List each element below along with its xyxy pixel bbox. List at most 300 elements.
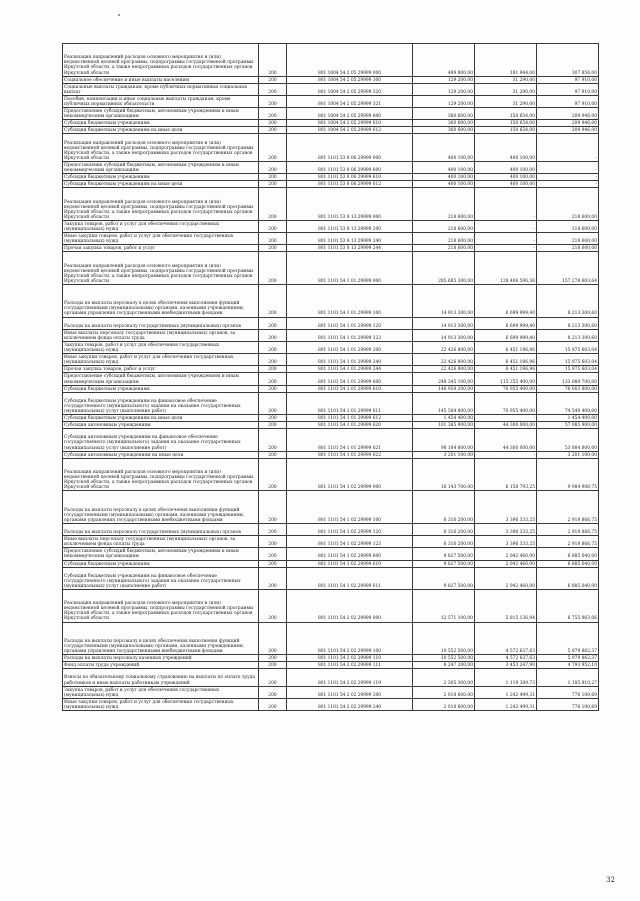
row-name: Субсидии бюджетным учреждениям на иные цели	[63, 127, 259, 134]
row-kbk: 801 1101 53 8 06 29999 610	[287, 174, 413, 181]
row-name: Прочая закупка товаров, работ и услуг	[63, 366, 259, 373]
table-row	[63, 366, 599, 373]
table-row	[63, 161, 599, 173]
table-row	[63, 341, 599, 353]
row-unexecuted: 57 085 900,00	[537, 422, 599, 429]
scan-speck	[118, 14, 120, 16]
row-approved: 248 345 100,00	[413, 373, 475, 385]
row-approved: 218 600,00	[413, 233, 475, 245]
row-name: Пособия, компенсации и иные социальные выплаты гражданам, кроме публичных нормативных обязательств	[63, 95, 259, 107]
row-kbk: 801 1101 53 8 13 29999 200	[287, 220, 413, 232]
row-code: 200	[259, 373, 287, 385]
row-unexecuted: 307 856,00	[537, 44, 599, 77]
table-row	[63, 622, 599, 655]
row-approved: 8 247 200,00	[413, 662, 475, 669]
row-kbk: 801 1101 54 1 01 29999 120	[287, 317, 413, 329]
table-row	[63, 233, 599, 245]
row-approved: 14 913 300,00	[413, 329, 475, 341]
row-approved: 400 100,00	[413, 161, 475, 173]
row-name: Субсидии бюджетным учреждениям	[63, 385, 259, 392]
row-code: 200	[259, 76, 287, 83]
row-code: 200	[259, 108, 287, 120]
row-unexecuted: 157 278 603,64	[537, 252, 599, 285]
table-row	[63, 354, 599, 366]
row-code: 200	[259, 567, 287, 589]
row-name: Реализация направлений расходов основного мероприятия и (или) ведомственной целевой программы, подпрограммы государственной программы Иркутской области, а также непрограммных расходов государственных органов Иркутской области	[63, 44, 259, 77]
row-kbk: 801 1101 54 2 02 29999 240	[287, 698, 413, 710]
row-approved: 16 143 700,00	[413, 458, 475, 491]
row-name: Субсидии автономным учреждениям на иные цели	[63, 451, 259, 458]
table-row	[63, 422, 599, 429]
row-executed: 400 100,00	[475, 161, 537, 173]
row-kbk: 801 1101 54 1 01 29999 600	[287, 373, 413, 385]
row-approved: 22 426 800,00	[413, 341, 475, 353]
row-kbk: 801 1004 54 2 05 29999 000	[287, 44, 413, 77]
row-code: 200	[259, 686, 287, 698]
row-approved: 129 200,00	[413, 95, 475, 107]
table-row	[63, 548, 599, 560]
row-approved: 22 426 800,00	[413, 366, 475, 373]
row-code: 200	[259, 385, 287, 392]
row-kbk: 801 1101 54 1 01 29999 621	[287, 429, 413, 451]
row-name: Фонд оплаты труда учреждений	[63, 662, 259, 669]
row-name: Расходы на выплаты персоналу в целях обеспечения выполнения функций государственными (муниципальными) органами, казенными учреждениями, органами управления государственными внебюджетными фондами	[63, 284, 259, 317]
row-kbk: 801 1004 54 2 05 29999 300	[287, 76, 413, 83]
row-approved: 489 800,00	[413, 44, 475, 77]
row-unexecuted: -	[537, 174, 599, 181]
table-row	[63, 536, 599, 548]
row-executed: 31 290,00	[475, 83, 537, 95]
row-kbk: 801 1101 54 1 02 29999 120	[287, 523, 413, 535]
row-executed: -	[475, 245, 537, 252]
row-name: Реализация направлений расходов основного мероприятия и (или) ведомственной целевой программы, подпрограммы государственной программы Иркутской области, а также непрограммных расходов государственных органов Иркутской области	[63, 134, 259, 162]
row-kbk: 801 1101 53 8 13 29999 240	[287, 233, 413, 245]
row-unexecuted: 209 946,00	[537, 120, 599, 127]
row-approved: 129 200,00	[413, 76, 475, 83]
table-row	[63, 560, 599, 567]
table-row	[63, 174, 599, 181]
row-name: Субсидии бюджетным учреждениям на иные цели	[63, 415, 259, 422]
row-approved: 9 827 500,00	[413, 560, 475, 567]
row-kbk: 801 1101 54 1 02 29999 000	[287, 458, 413, 491]
row-executed: 150 654,00	[475, 108, 537, 120]
row-executed: 3 396 333,25	[475, 523, 537, 535]
row-executed: 6 699 999,40	[475, 317, 537, 329]
row-code: 200	[259, 161, 287, 173]
row-unexecuted: 6 755 963,06	[537, 589, 599, 622]
row-unexecuted: 776 100,69	[537, 698, 599, 710]
row-name: Социальные выплаты гражданам, кроме публичных нормативных социальных выплат	[63, 83, 259, 95]
row-kbk: 801 1101 54 1 01 29999 100	[287, 284, 413, 317]
row-kbk: 801 1101 54 1 01 29999 000	[287, 252, 413, 285]
table-row	[63, 245, 599, 252]
row-unexecuted: -	[537, 181, 599, 188]
row-executed: 70 955 400,00	[475, 392, 537, 414]
row-code: 200	[259, 589, 287, 622]
row-approved: 14 913 300,00	[413, 284, 475, 317]
row-name: Реализация направлений расходов основного мероприятия и (или) ведомственной целевой программы, подпрограммы государственной программы Иркутской области, а также непрограммных расходов государственных органов Иркутской области	[63, 458, 259, 491]
row-unexecuted: 2 919 866,75	[537, 536, 599, 548]
table-row	[63, 458, 599, 491]
row-executed: 4 572 637,63	[475, 622, 537, 655]
row-code: 200	[259, 429, 287, 451]
row-kbk: 801 1101 54 1 01 29999 123	[287, 329, 413, 341]
row-unexecuted: 74 549 400,00	[537, 392, 599, 414]
row-kbk: 801 1101 54 2 02 29999 119	[287, 669, 413, 686]
row-executed: 31 290,00	[475, 76, 537, 83]
row-kbk: 801 1101 54 2 02 29999 111	[287, 662, 413, 669]
row-unexecuted: 2 919 866,75	[537, 491, 599, 524]
row-name: Иные выплаты персоналу государственных (муниципальных) органов, за исключением фонда оплаты труда	[63, 329, 259, 341]
row-code: 200	[259, 120, 287, 127]
row-unexecuted: 209 946,00	[537, 127, 599, 134]
row-unexecuted: 9 984 906,75	[537, 458, 599, 491]
row-unexecuted: 5 979 862,37	[537, 622, 599, 655]
row-code: 200	[259, 536, 287, 548]
row-kbk: 801 1101 54 1 01 29999 622	[287, 451, 413, 458]
row-kbk: 801 1101 53 8 06 29999 612	[287, 181, 413, 188]
row-kbk: 801 1101 54 1 01 29999 620	[287, 422, 413, 429]
row-approved: 2 018 600,00	[413, 698, 475, 710]
row-unexecuted: 15 975 603,04	[537, 354, 599, 366]
row-executed: -	[475, 233, 537, 245]
table-row	[63, 567, 599, 589]
row-unexecuted: 2 919 866,75	[537, 523, 599, 535]
row-name: Предоставление субсидий бюджетным, автономным учреждениям и иным некоммерческим организациям	[63, 108, 259, 120]
row-name: Субсидии бюджетным учреждениям	[63, 560, 259, 567]
row-kbk: 801 1101 54 1 02 29999 600	[287, 548, 413, 560]
row-code: 200	[259, 284, 287, 317]
table-row	[63, 220, 599, 232]
row-approved: 400 100,00	[413, 134, 475, 162]
row-kbk: 801 1101 54 2 02 29999 110	[287, 655, 413, 662]
table-row	[63, 284, 599, 317]
table-row	[63, 669, 599, 686]
table-body	[63, 44, 599, 711]
row-executed: 4 572 637,63	[475, 655, 537, 662]
row-name: Закупка товаров, работ и услуг для обеспечения государственных (муниципальных) нужд	[63, 341, 259, 353]
row-executed: 1 242 499,31	[475, 698, 537, 710]
row-kbk: 801 1101 53 8 06 29999 000	[287, 134, 413, 162]
row-name: Иные закупки товаров, работ и услуг для обеспечения государственных (муниципальных) нужд	[63, 698, 259, 710]
row-code: 200	[259, 83, 287, 95]
row-unexecuted: 1 454 400,00	[537, 415, 599, 422]
row-unexecuted: -	[537, 134, 599, 162]
row-name: Закупка товаров, работ и услуг для обеспечения государственных (муниципальных) нужд	[63, 220, 259, 232]
row-executed: 70 955 400,00	[475, 385, 537, 392]
table-row	[63, 317, 599, 329]
row-kbk: 801 1101 54 1 01 29999 612	[287, 415, 413, 422]
row-unexecuted: 15 975 603,04	[537, 341, 599, 353]
row-approved: 2 305 300,00	[413, 669, 475, 686]
row-unexecuted: 209 946,00	[537, 108, 599, 120]
row-name: Расходы на выплаты персоналу государственных (муниципальных) органов	[63, 317, 259, 329]
row-code: 200	[259, 366, 287, 373]
table-row	[63, 83, 599, 95]
row-name: Иные закупки товаров, работ и услуг для обеспечения государственных (муниципальных) нужд	[63, 233, 259, 245]
row-name: Предоставление субсидий бюджетным, автономным учреждениям и иным некоммерческим организациям	[63, 548, 259, 560]
row-code: 200	[259, 458, 287, 491]
budget-execution-table	[62, 43, 599, 711]
row-unexecuted: 776 100,69	[537, 686, 599, 698]
row-approved: 400 100,00	[413, 174, 475, 181]
row-unexecuted: 53 884 800,00	[537, 429, 599, 451]
row-code: 200	[259, 341, 287, 353]
row-unexecuted: 4 793 952,10	[537, 662, 599, 669]
table-row	[63, 415, 599, 422]
row-unexecuted: 97 910,00	[537, 95, 599, 107]
row-name: Предоставление субсидий бюджетным, автономным учреждениям и иным некоммерческим организациям	[63, 373, 259, 385]
row-name: Социальное обеспечение и иные выплаты населению	[63, 76, 259, 83]
row-executed: -	[475, 220, 537, 232]
table-row	[63, 181, 599, 188]
row-kbk: 801 1004 54 2 05 29999 320	[287, 83, 413, 95]
row-code: 200	[259, 354, 287, 366]
row-unexecuted: 218 600,00	[537, 245, 599, 252]
row-executed: -	[475, 451, 537, 458]
row-code: 200	[259, 560, 287, 567]
row-executed: 5 815 136,94	[475, 589, 537, 622]
row-kbk: 801 1004 54 2 05 29999 610	[287, 120, 413, 127]
row-name: Расходы на выплаты персоналу казенных учреждений	[63, 655, 259, 662]
row-approved: 1 454 400,00	[413, 415, 475, 422]
row-kbk: 801 1101 54 1 01 29999 610	[287, 385, 413, 392]
row-name: Иные закупки товаров, работ и услуг для обеспечения государственных (муниципальных) нужд	[63, 354, 259, 366]
row-kbk: 801 1101 54 1 02 29999 610	[287, 560, 413, 567]
table-row	[63, 686, 599, 698]
row-code: 200	[259, 622, 287, 655]
table-row	[63, 662, 599, 669]
row-executed: 6 699 999,40	[475, 284, 537, 317]
row-executed: 150 654,00	[475, 120, 537, 127]
row-approved: 360 600,00	[413, 127, 475, 134]
row-executed: 6 451 196,96	[475, 366, 537, 373]
row-name: Субсидии бюджетным учреждениям на иные цели	[63, 181, 259, 188]
row-approved: 9 827 500,00	[413, 548, 475, 560]
row-executed: 6 451 196,96	[475, 354, 537, 366]
row-executed: 2 942 460,00	[475, 548, 537, 560]
row-kbk: 801 1101 54 1 01 29999 244	[287, 366, 413, 373]
row-code: 200	[259, 127, 287, 134]
table-row	[63, 451, 599, 458]
row-kbk: 801 1101 54 1 01 29999 611	[287, 392, 413, 414]
row-approved: 3 201 100,00	[413, 451, 475, 458]
row-unexecuted: 8 213 300,60	[537, 329, 599, 341]
row-approved: 10 552 500,00	[413, 622, 475, 655]
row-unexecuted: 6 885 040,00	[537, 560, 599, 567]
row-kbk: 801 1101 54 1 02 29999 100	[287, 491, 413, 524]
row-name: Закупка товаров, работ и услуг для обеспечения государственных (муниципальных) нужд	[63, 686, 259, 698]
row-unexecuted: 97 910,00	[537, 83, 599, 95]
row-executed: 181 944,00	[475, 44, 537, 77]
row-code: 200	[259, 491, 287, 524]
row-kbk: 801 1101 54 1 02 29999 123	[287, 536, 413, 548]
row-code: 200	[259, 317, 287, 329]
table-row	[63, 698, 599, 710]
row-executed: 44 300 000,00	[475, 429, 537, 451]
table-row	[63, 76, 599, 83]
row-kbk: 801 1004 54 2 05 29999 600	[287, 108, 413, 120]
row-kbk: 801 1101 53 8 06 29999 600	[287, 161, 413, 173]
table-row	[63, 120, 599, 127]
row-name: Расходы на выплаты персоналу государственных (муниципальных) органов	[63, 523, 259, 535]
row-kbk: 801 1101 53 8 13 29999 000	[287, 188, 413, 221]
row-name: Прочая закупка товаров, работ и услуг	[63, 245, 259, 252]
table-row	[63, 95, 599, 107]
row-name: Субсидии автономным учреждениям на финансовое обеспечение государственного (муниципального) задания на оказание государственных (муниципальных) услуг (выполнение работ)	[63, 429, 259, 451]
row-executed: 1 119 389,73	[475, 669, 537, 686]
row-approved: 6 316 200,00	[413, 523, 475, 535]
row-unexecuted: 8 213 300,60	[537, 284, 599, 317]
row-executed: 3 453 247,90	[475, 662, 537, 669]
row-approved: 12 571 100,00	[413, 589, 475, 622]
table-row	[63, 127, 599, 134]
row-unexecuted: 97 910,00	[537, 76, 599, 83]
row-executed: 1 242 499,31	[475, 686, 537, 698]
table-row	[63, 373, 599, 385]
row-unexecuted: 6 885 040,00	[537, 567, 599, 589]
row-code: 200	[259, 655, 287, 662]
table-row	[63, 491, 599, 524]
row-unexecuted: -	[537, 161, 599, 173]
row-name: Субсидии бюджетным учреждениям на финансовое обеспечение государственного (муниципального) задания на оказание государственных (муниципальных) услуг (выполнение работ)	[63, 392, 259, 414]
row-code: 200	[259, 422, 287, 429]
row-approved: 129 200,00	[413, 83, 475, 95]
row-kbk: 801 1101 54 1 01 29999 200	[287, 341, 413, 353]
row-kbk: 801 1101 54 1 01 29999 240	[287, 354, 413, 366]
row-name: Реализация направлений расходов основного мероприятия и (или) ведомственной целевой программы, подпрограммы государственной программы Иркутской области, а также непрограммных расходов государственных органов Иркутской области	[63, 252, 259, 285]
row-approved: 218 600,00	[413, 245, 475, 252]
row-approved: 285 685 300,00	[413, 252, 475, 285]
row-executed: 6 451 196,96	[475, 341, 537, 353]
row-kbk: 801 1101 54 2 02 29999 200	[287, 686, 413, 698]
row-approved: 6 316 200,00	[413, 491, 475, 524]
table-row	[63, 329, 599, 341]
row-name: Взносы по обязательному социальному страхованию на выплаты по оплате труда работников и иные выплаты работникам учреждений	[63, 669, 259, 686]
row-unexecuted: 133 089 700,00	[537, 373, 599, 385]
row-executed: 150 654,00	[475, 127, 537, 134]
row-code: 200	[259, 698, 287, 710]
row-code: 200	[259, 188, 287, 221]
row-approved: 6 316 200,00	[413, 536, 475, 548]
row-approved: 145 504 800,00	[413, 392, 475, 414]
row-code: 200	[259, 662, 287, 669]
row-unexecuted: 76 003 800,00	[537, 385, 599, 392]
row-approved: 9 827 500,00	[413, 567, 475, 589]
table-row	[63, 523, 599, 535]
row-executed: -	[475, 188, 537, 221]
row-approved: 14 913 300,00	[413, 317, 475, 329]
row-approved: 218 600,00	[413, 188, 475, 221]
table-row	[63, 655, 599, 662]
table-row	[63, 429, 599, 451]
page-number: 32	[606, 876, 615, 884]
table-row	[63, 385, 599, 392]
row-name: Субсидии бюджетным учреждениям на финансовое обеспечение государственного (муниципального) задания на оказание государственных (муниципальных) услуг (выполнение работ)	[63, 567, 259, 589]
row-name: Предоставление субсидий бюджетным, автономным учреждениям и иным некоммерческим организациям	[63, 161, 259, 173]
row-executed: 400 100,00	[475, 174, 537, 181]
row-unexecuted: 15 975 603,04	[537, 366, 599, 373]
row-executed: 2 942 460,00	[475, 567, 537, 589]
row-unexecuted: 5 979 862,37	[537, 655, 599, 662]
row-code: 200	[259, 95, 287, 107]
row-kbk: 801 1101 53 8 13 29999 244	[287, 245, 413, 252]
row-approved: 360 600,00	[413, 120, 475, 127]
table-row	[63, 392, 599, 414]
row-unexecuted: 3 201 100,00	[537, 451, 599, 458]
row-code: 200	[259, 415, 287, 422]
row-code: 200	[259, 329, 287, 341]
table-row	[63, 44, 599, 77]
row-executed: 115 255 400,00	[475, 373, 537, 385]
row-approved: 146 959 200,00	[413, 385, 475, 392]
row-kbk: 801 1101 54 2 02 29999 000	[287, 589, 413, 622]
row-name: Расходы на выплаты персоналу в целях обеспечения выполнения функций государственными (муниципальными) органами, казенными учреждениями, органами управления государственными внебюджетными фондами	[63, 622, 259, 655]
row-name: Расходы на выплаты персоналу в целях обеспечения выполнения функций государственными (муниципальными) органами, казенными учреждениями, органами управления государственными внебюджетными фондами	[63, 491, 259, 524]
row-kbk: 801 1101 54 2 02 29999 100	[287, 622, 413, 655]
row-executed: -	[475, 415, 537, 422]
row-executed: 31 290,00	[475, 95, 537, 107]
row-code: 200	[259, 181, 287, 188]
row-approved: 98 184 800,00	[413, 429, 475, 451]
row-kbk: 801 1101 54 1 02 29999 611	[287, 567, 413, 589]
row-kbk: 801 1004 54 2 05 29999 321	[287, 95, 413, 107]
row-code: 200	[259, 451, 287, 458]
row-unexecuted: 218 600,00	[537, 188, 599, 221]
row-code: 200	[259, 174, 287, 181]
row-code: 200	[259, 252, 287, 285]
row-executed: 128 406 596,36	[475, 252, 537, 285]
row-unexecuted: 6 885 040,00	[537, 548, 599, 560]
row-approved: 360 600,00	[413, 108, 475, 120]
row-executed: 400 100,00	[475, 134, 537, 162]
row-code: 200	[259, 523, 287, 535]
row-name: Реализация направлений расходов основного мероприятия и (или) ведомственной целевой программы, подпрограммы государственной программы Иркутской области, а также непрограммных расходов государственных органов Иркутской области	[63, 188, 259, 221]
row-approved: 101 385 900,00	[413, 422, 475, 429]
row-code: 200	[259, 44, 287, 77]
row-kbk: 801 1004 54 2 05 29999 612	[287, 127, 413, 134]
row-code: 200	[259, 245, 287, 252]
row-executed: 6 699 999,40	[475, 329, 537, 341]
row-executed: 400 100,00	[475, 181, 537, 188]
row-name: Субсидии бюджетным учреждениям	[63, 174, 259, 181]
table-row	[63, 134, 599, 162]
row-code: 200	[259, 392, 287, 414]
row-executed: 6 158 793,25	[475, 458, 537, 491]
table-row	[63, 252, 599, 285]
row-unexecuted: 218 600,00	[537, 220, 599, 232]
row-name: Иные выплаты персоналу государственных (муниципальных) органов, за исключением фонда оплаты труда	[63, 536, 259, 548]
row-unexecuted: 218 600,00	[537, 233, 599, 245]
row-executed: 44 300 000,00	[475, 422, 537, 429]
row-code: 200	[259, 134, 287, 162]
table-row	[63, 589, 599, 622]
row-code: 200	[259, 548, 287, 560]
row-approved: 218 600,00	[413, 220, 475, 232]
row-approved: 22 426 800,00	[413, 354, 475, 366]
row-approved: 10 552 500,00	[413, 655, 475, 662]
row-executed: 2 942 460,00	[475, 560, 537, 567]
row-code: 200	[259, 669, 287, 686]
row-code: 200	[259, 233, 287, 245]
row-approved: 400 100,00	[413, 181, 475, 188]
row-executed: 3 396 333,25	[475, 536, 537, 548]
row-unexecuted: 1 185 910,27	[537, 669, 599, 686]
row-executed: 3 396 333,25	[475, 491, 537, 524]
table-row	[63, 188, 599, 221]
row-name: Субсидии бюджетным учреждениям	[63, 120, 259, 127]
row-code: 200	[259, 220, 287, 232]
